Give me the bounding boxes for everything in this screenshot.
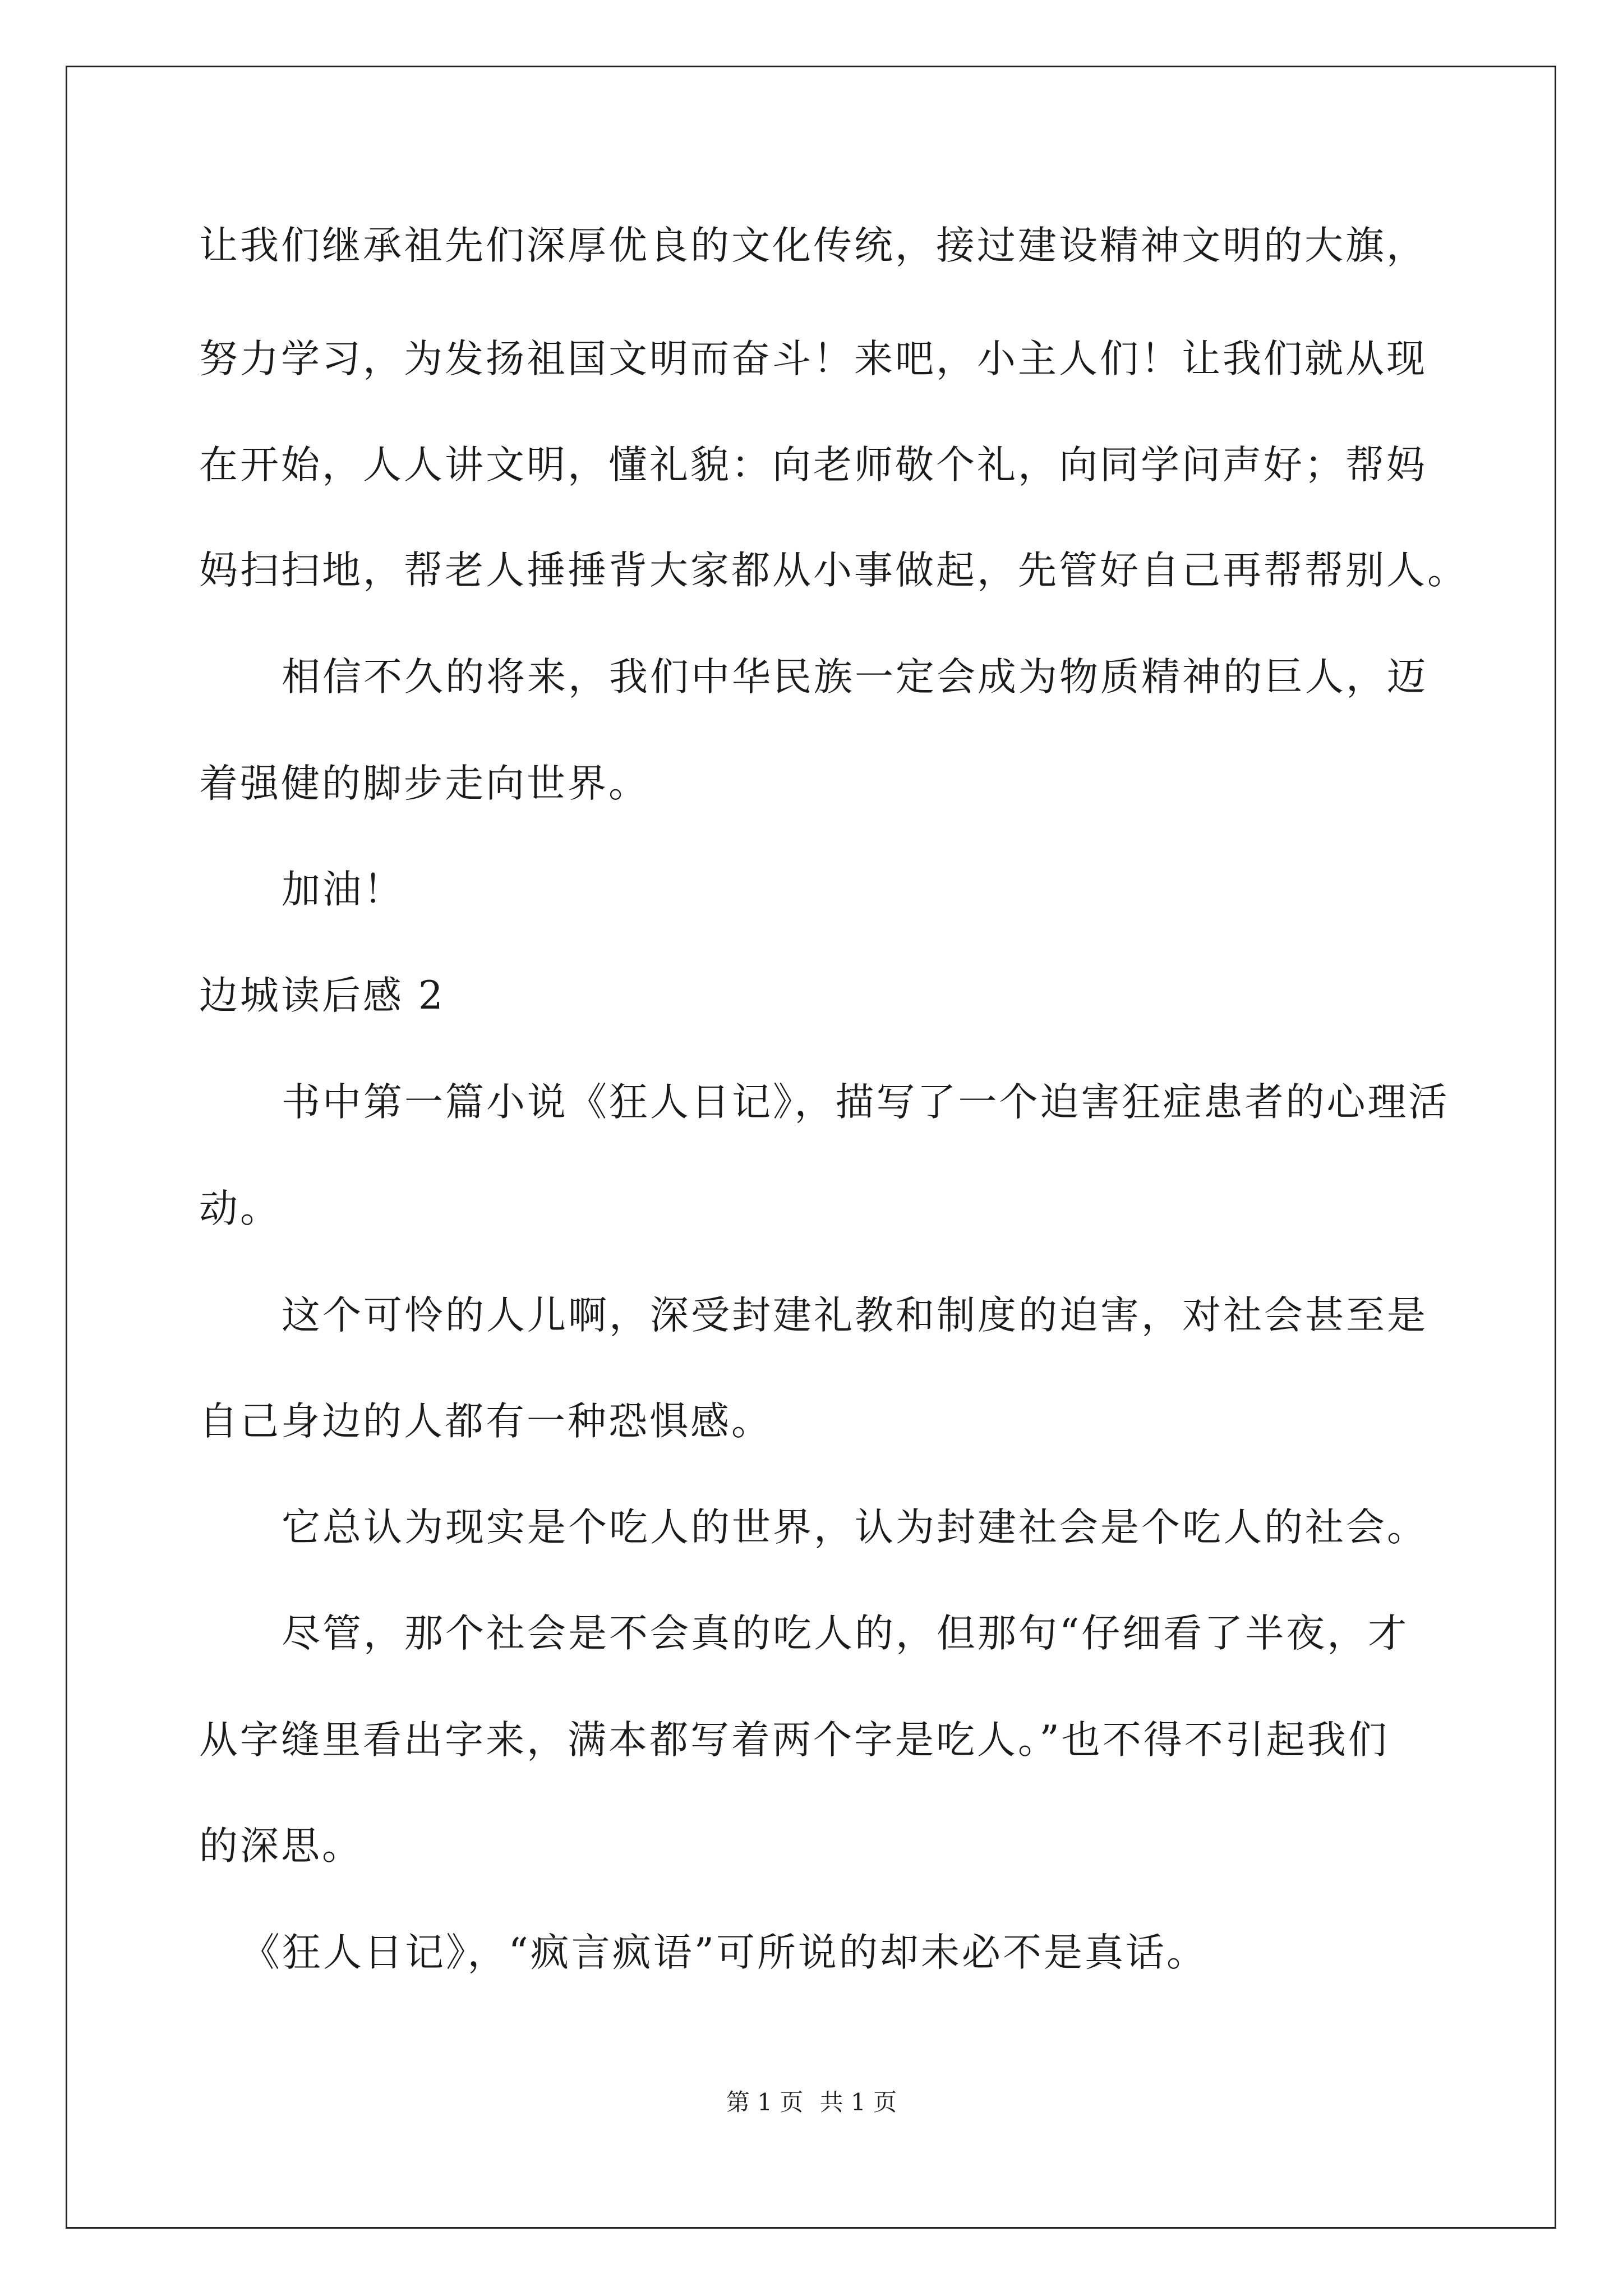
section-heading: 边城读后感 2	[199, 973, 445, 1018]
page-total: 共 1 页	[819, 2088, 897, 2116]
page-number: 第 1 页	[726, 2088, 804, 2116]
paragraph-line: 自己身边的人都有一种恐惧感。	[199, 1399, 772, 1444]
paragraph-line: 让我们继承祖先们深厚优良的文化传统，接过建设精神文明的大旗，	[199, 223, 1427, 268]
paragraph-line: 尽管，那个社会是不会真的吃人的，但那句“仔细看了半夜，才	[282, 1611, 1409, 1656]
paragraph-line: 这个可怜的人儿啊，深受封建礼教和制度的迫害，对社会甚至是	[282, 1293, 1428, 1338]
paragraph-line: 努力学习，为发扬祖国文明而奋斗！来吧，小主人们！让我们就从现	[199, 337, 1427, 381]
page-footer	[0, 2087, 1623, 2118]
paragraph-line: 的深思。	[199, 1824, 363, 1869]
paragraph-line: 妈扫扫地，帮老人捶捶背大家都从小事做起，先管好自己再帮帮别人。	[199, 548, 1468, 593]
paragraph-line: 书中第一篇小说《狂人日记》，描写了一个迫害狂症患者的心理活	[282, 1080, 1450, 1125]
paragraph-line: 它总认为现实是个吃人的世界，认为封建社会是个吃人的社会。	[282, 1505, 1428, 1550]
paragraph-line: 相信不久的将来，我们中华民族一定会成为物质精神的巨人，迈	[282, 655, 1428, 700]
paragraph-line: 《狂人日记》，“疯言疯语”可所说的却未必不是真话。	[241, 1930, 1208, 1975]
paragraph-line: 在开始，人人讲文明，懂礼貌：向老师敬个礼，向同学问声好；帮妈	[199, 443, 1427, 487]
paragraph-line: 动。	[199, 1186, 281, 1231]
paragraph-line: 加油！	[282, 867, 404, 912]
paragraph-line: 从字缝里看出字来，满本都写着两个字是吃人。”也不得不引起我们	[199, 1718, 1389, 1763]
paragraph-line: 着强健的脚步走向世界。	[199, 761, 649, 806]
page-border	[66, 66, 1556, 2229]
